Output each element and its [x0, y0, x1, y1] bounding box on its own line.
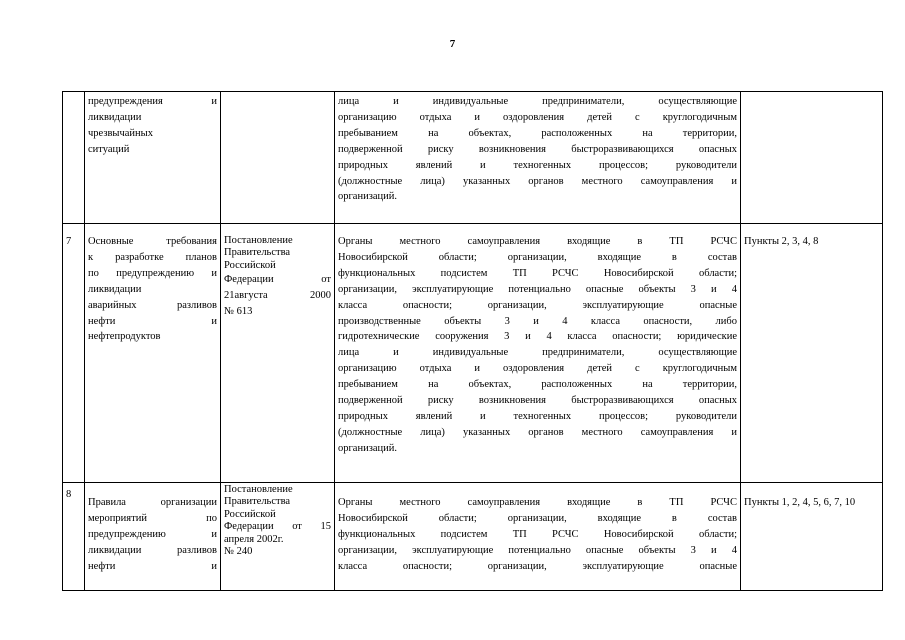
text-line: организации, эксплуатирующие потенциально опасные объекты 3 и 4	[338, 544, 737, 556]
text-line: нефтепродуктов	[88, 331, 161, 343]
text-line: к разработке планов	[88, 251, 217, 263]
text-line: № 613	[224, 306, 253, 318]
text-line: Органы местного самоуправления входящие в ТП РСЧС	[338, 236, 737, 247]
row-number-cell	[63, 92, 85, 224]
subjects-cell	[335, 224, 741, 483]
text-line: гидротехнические сооружения 3 и 4 класса опасности; юридические	[338, 331, 737, 343]
text-line: Российской	[224, 259, 276, 271]
text-line: функциональных подсистем ТП РСЧС Новосибирской области;	[338, 528, 737, 540]
row-number-cell: 7	[63, 224, 85, 483]
items-cell: Пункты 1, 2, 4, 5, 6, 7, 10	[741, 483, 883, 591]
text-line: аварийных разливов	[88, 299, 217, 311]
text-line: (должностные лица) указанных органов местного самоуправления и	[338, 175, 737, 187]
table-row-continuation	[63, 92, 883, 224]
text-line: апреля 2002г.	[224, 533, 284, 545]
text-line: подверженной риску возникновения быстроразвивающихся опасных	[338, 395, 737, 407]
text-line: организации, эксплуатирующие потенциально опасные объекты 3 и 4	[338, 283, 737, 295]
text-line: организаций.	[338, 442, 397, 454]
text-line: класса опасности; организации, эксплуатирующие опасные	[338, 560, 737, 572]
requirements-table	[62, 91, 883, 591]
subjects-cell	[335, 483, 741, 591]
requirement-name-cell	[85, 224, 221, 483]
text-line: лица и индивидуальные предприниматели, осуществляющие	[338, 347, 737, 359]
text-line: Правила организации	[88, 497, 217, 508]
text-line: лица и индивидуальные предприниматели, осуществляющие	[338, 96, 737, 107]
text-line: Правительства	[224, 247, 291, 259]
text-line: пребыванием на объектах, расположенных на территории,	[338, 379, 737, 391]
text-line: Органы местного самоуправления входящие в ТП РСЧС	[338, 497, 737, 508]
text-line: чрезвычайных	[88, 127, 153, 139]
text-line: Российской	[224, 508, 276, 520]
legal-document-cell	[221, 483, 335, 591]
text-line: по предупреждению и	[88, 267, 217, 279]
text-line: организацию отдыха и оздоровления детей с круглогодичным	[338, 363, 737, 375]
text-line: Правительства	[224, 496, 291, 508]
text-line: Постановление	[224, 235, 293, 246]
items-cell	[741, 92, 883, 224]
table-row-7	[63, 224, 883, 483]
text-line: организаций.	[338, 191, 397, 203]
legal-document-cell	[221, 92, 335, 224]
subjects-cell	[335, 92, 741, 224]
text-line: Новосибирской области; организации, входящие в состав	[338, 251, 737, 263]
text-line: производственные объекты 3 и 4 класса опасности, либо	[338, 315, 737, 327]
text-line: № 240	[224, 546, 253, 558]
text-line: Новосибирской области; организации, входящие в состав	[338, 512, 737, 524]
requirement-name-cell	[85, 483, 221, 591]
text-line: предупреждению и	[88, 528, 217, 540]
text-line: Основные требования	[88, 236, 217, 247]
items-cell: Пункты 2, 3, 4, 8	[741, 224, 883, 483]
page-number: 7	[449, 38, 456, 50]
text-line: ситуаций	[88, 143, 130, 155]
text-line: подверженной риску возникновения быстроразвивающихся опасных	[338, 143, 737, 155]
text-line: Федерации от	[224, 274, 331, 286]
text-line: организацию отдыха и оздоровления детей с круглогодичным	[338, 111, 737, 123]
row-number-cell: 8	[63, 483, 85, 591]
text-line: предупреждения и	[88, 96, 217, 107]
text-line: (должностные лица) указанных органов местного самоуправления и	[338, 426, 737, 438]
text-line: Федерации от 15	[224, 521, 331, 533]
text-line: природных явлений и техногенных процессов; руководители	[338, 410, 737, 422]
text-line: нефти и	[88, 560, 217, 572]
text-line: ликвидации	[88, 283, 142, 295]
text-line: ликвидации	[88, 111, 142, 123]
table-row-8	[63, 483, 883, 591]
legal-document-cell	[221, 224, 335, 483]
text-line: функциональных подсистем ТП РСЧС Новосибирской области;	[338, 267, 737, 279]
text-line: природных явлений и техногенных процессов; руководители	[338, 159, 737, 171]
text-line: Постановление	[224, 484, 293, 495]
text-line: 21августа 2000	[224, 290, 331, 302]
text-line: ликвидации разливов	[88, 544, 217, 556]
requirement-name-cell	[85, 92, 221, 224]
text-line: класса опасности; организации, эксплуатирующие опасные	[338, 299, 737, 311]
text-line: мероприятий по	[88, 512, 217, 524]
text-line: нефти и	[88, 315, 217, 327]
text-line: пребыванием на объектах, расположенных на территории,	[338, 127, 737, 139]
